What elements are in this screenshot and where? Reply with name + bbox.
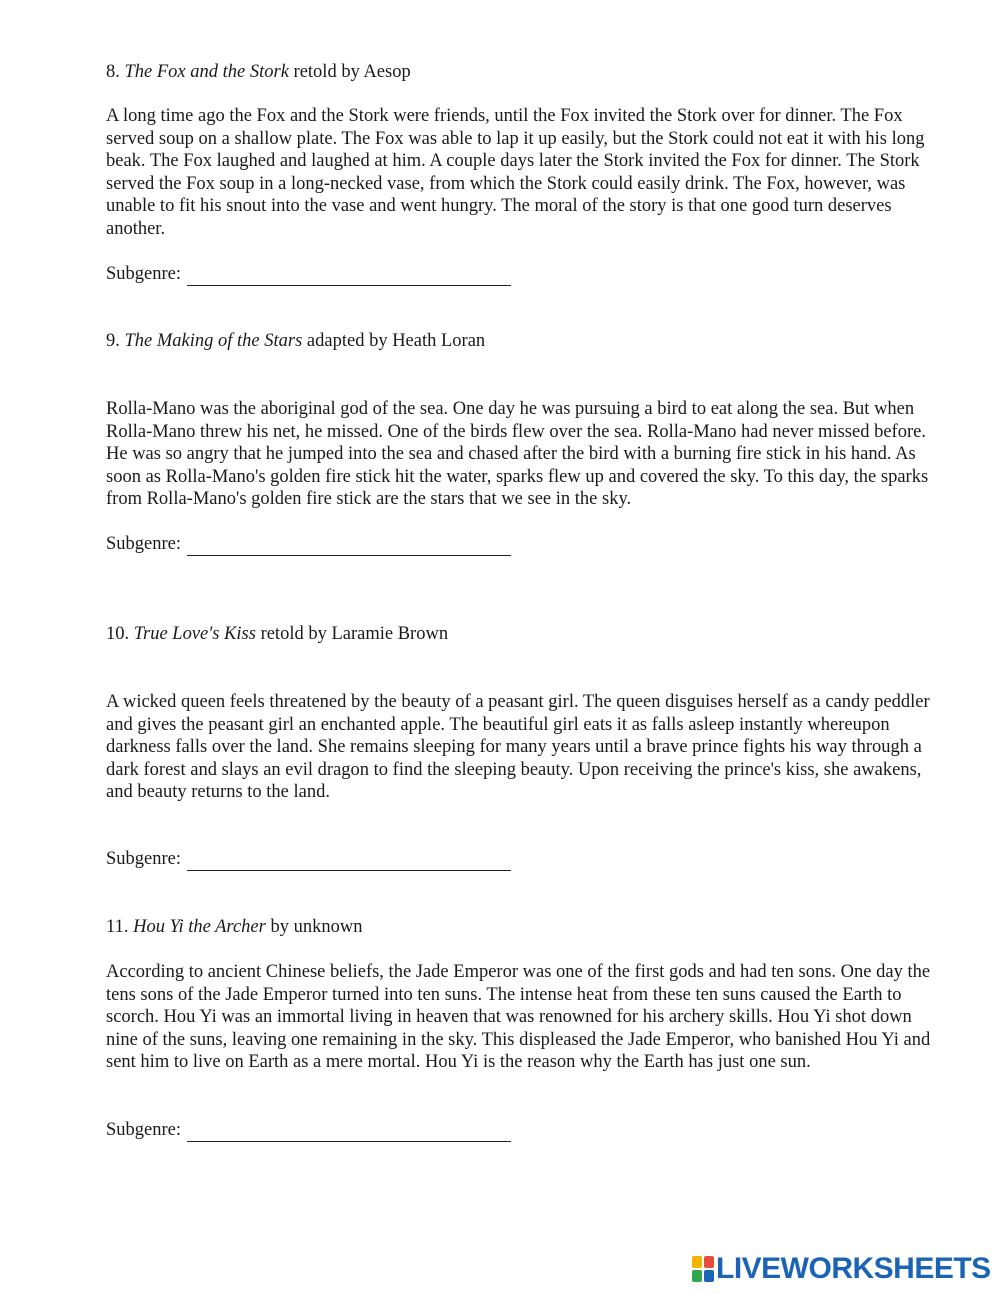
logo-text: LIVEWORKSHEETS — [716, 1252, 991, 1285]
subgenre-input[interactable] — [187, 850, 511, 871]
story-title-10 — [106, 623, 946, 646]
subgenre-input[interactable] — [187, 265, 511, 286]
story-title: True Love's Kiss — [133, 624, 256, 644]
subgenre-input[interactable] — [187, 535, 511, 556]
liveworksheets-logo-icon — [692, 1256, 714, 1282]
item-number: 9. — [106, 331, 120, 351]
story-text-10: A wicked queen feels threatened by the beauty of a peasant girl. The queen disguises herself as a candy peddler and gives the peasant girl an enchanted apple. The beautiful girl eats it as falls asleep instantly whereupon darkness falls over the land. She remains sleeping for many years until a brave prince fights his way through a dark forest and slays an evil dragon to find the sleeping beauty. Upon receiving the prince's kiss, she awakens, and beauty returns to the land. — [106, 692, 930, 803]
subgenre-label: Subgenre: — [106, 849, 182, 869]
story-title: The Fox and the Stork — [124, 62, 289, 82]
story-title-9 — [106, 330, 946, 353]
story-title-8 — [106, 61, 946, 84]
story-text-9: Rolla-Mano was the aboriginal god of the sea. One day he was pursuing a bird to eat along the sea. But when Rolla-Mano threw his net, he missed. One of the birds flew over the sea. Rolla-Mano had never missed before. He was so angry that he jumped into the sea and chased after the bird with a burning fire stick in his hand. As soon as Rolla-Mano's golden fire stick hit the water, sparks flew up and covered the sky. To this day, the sparks from Rolla-Mano's golden fire stick are the stars that we see in the sky. — [106, 399, 929, 510]
story-credit: adapted by Heath Loran — [306, 331, 486, 351]
story-credit: retold by Aesop — [293, 62, 411, 82]
subgenre-row-8 — [106, 263, 946, 286]
story-text-11: According to ancient Chinese beliefs, the Jade Emperor was one of the first gods and had ten sons. One day the tens sons of the Jade Emperor turned into ten suns. The intense heat from these ten suns caused the Earth to scorch. Hou Yi was an immortal living in heaven that was renowned for his archery skills. Hou Yi shot down nine of the suns, leaving one remaining in the sky. This displeased the Jade Emperor, who banished Hou Yi and sent him to live on Earth as a mere mortal. Hou Yi is the reason why the Earth has just one sun. — [106, 962, 931, 1073]
story-credit: by unknown — [270, 917, 363, 937]
story-credit: retold by Laramie Brown — [260, 624, 449, 644]
story-text-8: A long time ago the Fox and the Stork were friends, until the Fox invited the Stork over for dinner. The Fox served soup on a shallow plate. The Fox was able to lap it up easily, but the Stork could not eat it with his long beak. The Fox laughed and laughed at him. A couple days later the Stork invited the Fox for dinner. The Stork served the Fox soup in a long-necked vase, from which the Stork could easily drink. The Fox, however, was unable to fit his snout into the vase and went hungry. The moral of the story is that one good turn deserves another. — [106, 106, 925, 239]
story-title-11 — [106, 916, 946, 939]
story-title: The Making of the Stars — [124, 331, 303, 351]
subgenre-label: Subgenre: — [106, 1120, 182, 1140]
subgenre-label: Subgenre: — [106, 264, 182, 284]
subgenre-row-9 — [106, 533, 946, 556]
item-number: 8. — [106, 62, 120, 82]
item-number: 11. — [106, 917, 129, 937]
subgenre-row-11 — [106, 1119, 946, 1142]
story-title: Hou Yi the Archer — [133, 917, 266, 937]
subgenre-label: Subgenre: — [106, 534, 182, 554]
liveworksheets-logo — [692, 1254, 991, 1284]
subgenre-input[interactable] — [187, 1121, 511, 1142]
item-number: 10. — [106, 624, 130, 644]
subgenre-row-10 — [106, 848, 946, 871]
